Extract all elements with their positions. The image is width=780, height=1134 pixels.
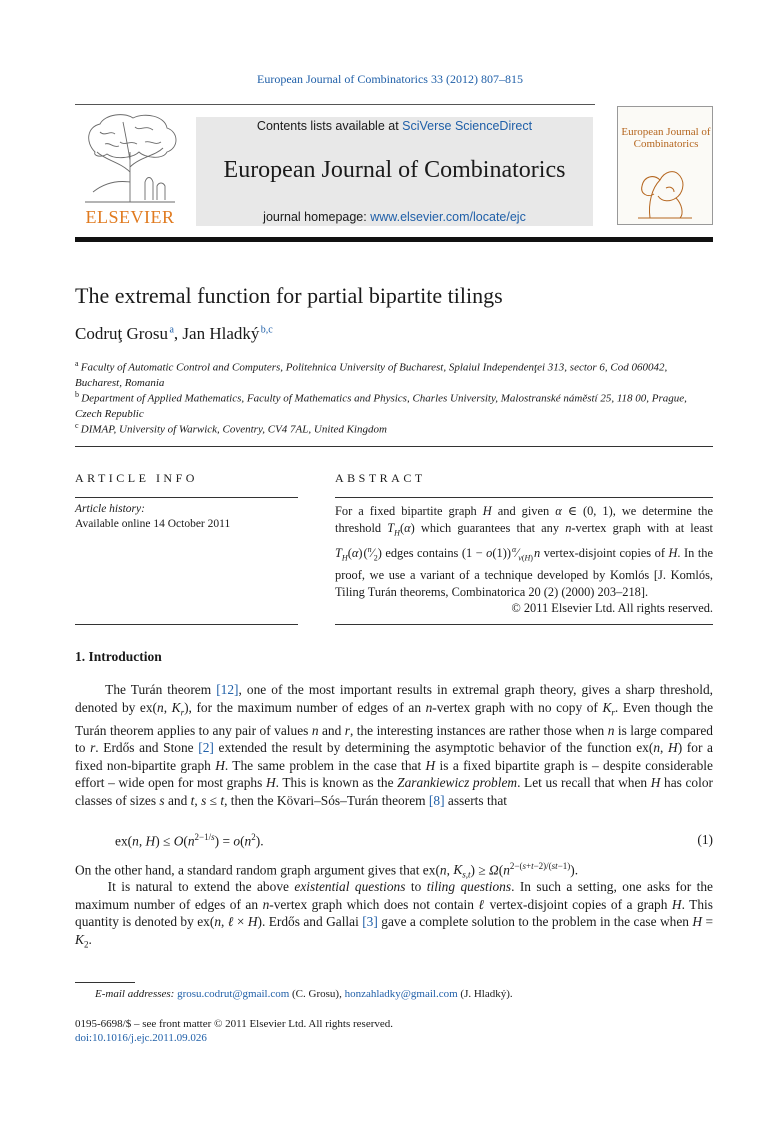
abstract-copyright: © 2011 Elsevier Ltd. All rights reserved. (511, 601, 713, 615)
section-rule (75, 446, 713, 447)
rule (75, 497, 298, 498)
contents-prefix: Contents lists available at (256, 119, 403, 133)
affiliation: $^a$ Faculty of Automatic Control and Computers, Politehnica University of Bucharest, Splaiul Independenţei 313, sector 6, Cod 060042, Bucharest, Romania (75, 359, 668, 389)
sciverse-link[interactable]: SciVerse ScienceDirect (402, 119, 533, 133)
issn-line: 0195-6698/$ – see front matter © 2011 Elsevier Ltd. All rights reserved. (75, 1018, 394, 1030)
equation: ex(n, $H) \le O(n^{2-1/s}) = o(n^2)$. (115, 832, 264, 849)
equation-number: (1) (697, 832, 713, 847)
cover-illustration (630, 158, 700, 220)
journal-citation[interactable]: European Journal of Combinatorics 33 (2012) 807–815 (257, 72, 523, 86)
email-owner: (C. Grosu), (292, 988, 342, 1000)
elsevier-tree-logo (75, 112, 185, 204)
cover-title: European Journal of Combinatorics (621, 126, 711, 150)
author-name: Codruţ Grosu (75, 324, 169, 343)
header-thick-rule (75, 237, 713, 242)
affiliation: $^b$ Department of Applied Mathematics, Faculty of Mathematics and Physics, Charles University, Malostranské náměstí 25, 118 00, Prague, Czech Republic (75, 390, 687, 420)
abstract-heading: ABSTRACT (335, 471, 426, 485)
rule (335, 624, 713, 625)
homepage-link[interactable]: www.elsevier.com/locate/ejc (370, 210, 526, 224)
affiliation: $^c$ DIMAP, University of Warwick, Coventry, CV4 7AL, United Kingdom (75, 421, 387, 436)
footnote-rule (75, 982, 135, 983)
citation-link[interactable]: [2] (198, 740, 214, 756)
section-heading: 1. Introduction (75, 649, 162, 664)
author-name: Jan Hladký (182, 324, 260, 343)
email-link-hladky[interactable]: honzahladky@gmail.com (344, 988, 458, 1000)
elsevier-wordmark: ELSEVIER (85, 207, 175, 227)
doi-link[interactable]: doi:10.1016/j.ejc.2011.09.026 (75, 1032, 207, 1044)
header-rule (75, 104, 595, 105)
citation-link[interactable]: [8] (428, 792, 445, 808)
article-history-value: Available online 14 October 2011 (75, 518, 231, 530)
email-label: E-mail addresses: (95, 988, 175, 1000)
homepage-line (196, 210, 593, 224)
intro-paragraph: It is natural to extend the above existential questions to tiling questions. In such a setting, one asks for the maximum number of edges of an n-vertex graph which does not contain ℓ vertex-disjoint copies of a graph H. This quantity is denoted by ex(n, ℓ × H). Erdős and Gallai [3] gave a complete solution to the problem in the case when $H = K_2$. (75, 879, 714, 950)
paper-title: The extremal function for partial bipartite tilings (75, 283, 503, 308)
journal-title: European Journal of Combinatorics (223, 157, 566, 183)
citation-link[interactable]: [12] (216, 682, 239, 697)
article-history-label: Article history: (75, 503, 145, 515)
rule (335, 497, 713, 498)
author-list: Codruţ Grosu $^a$, Jan Hladký $^{b,c}$ (75, 324, 273, 343)
intro-paragraph: The Turán theorem [12], one of the most important results in extremal graph theory, gives a sharp threshold, denoted by ex(n, $K_r$), for the maximum number of edges of an n-vertex graph with no copy of $K_r$. Even though the Turán theorem applies to any pair of values n and r, the interesting instances are rather those when n is large compared to r. Erdős and Stone [2] extended the result by determining the asymptotic behavior of the function ex(n, H) for a fixed non-bipartite graph H. The same problem in the case that H is a fixed bipartite graph is – despite considerable effort – wide open for most graphs H. This is known as the Zarankiewicz problem. Let us recall that when H has color classes of sizes s and t, s ≤ t, then the Kövari–Sós–Turán theorem [8] asserts that (75, 682, 714, 808)
homepage-prefix: journal homepage: (263, 210, 371, 224)
citation-link[interactable]: [3] (362, 914, 378, 929)
author-affil-link[interactable]: b,c (260, 324, 273, 336)
email-owner: (J. Hladký). (460, 988, 513, 1000)
rule (75, 624, 298, 625)
intro-paragraph: On the other hand, a standard random graph argument gives that ex(n, $K_{s,t}) \ge \Omega(n^{2-(s+t-2)/(st-1)})$. (75, 861, 579, 881)
article-info-heading: ARTICLE INFO (75, 471, 198, 485)
email-link-grosu[interactable]: grosu.codrut@gmail.com (177, 988, 290, 1000)
email-footnote (95, 988, 513, 1000)
author-affil-link[interactable]: a (169, 324, 174, 336)
abstract-text: For a fixed bipartite graph H and given α ∈ (0, 1), we determine the threshold $T_H(\alpha)$ which guarantees that any n-vertex graph with at least $T_H(\alpha)$ $(^n⁄_2)$ edges contains (1 − o(1)) $^\alpha⁄_{v(H)}$ n vertex-disjoint copies of H. In the proof, we use a variant of a technique developed by Komlós [J. Komlós, Tiling Turán theorems, Combinatorica 20 (2) (2000) 203–218]. (335, 504, 713, 600)
contents-line (196, 119, 593, 133)
